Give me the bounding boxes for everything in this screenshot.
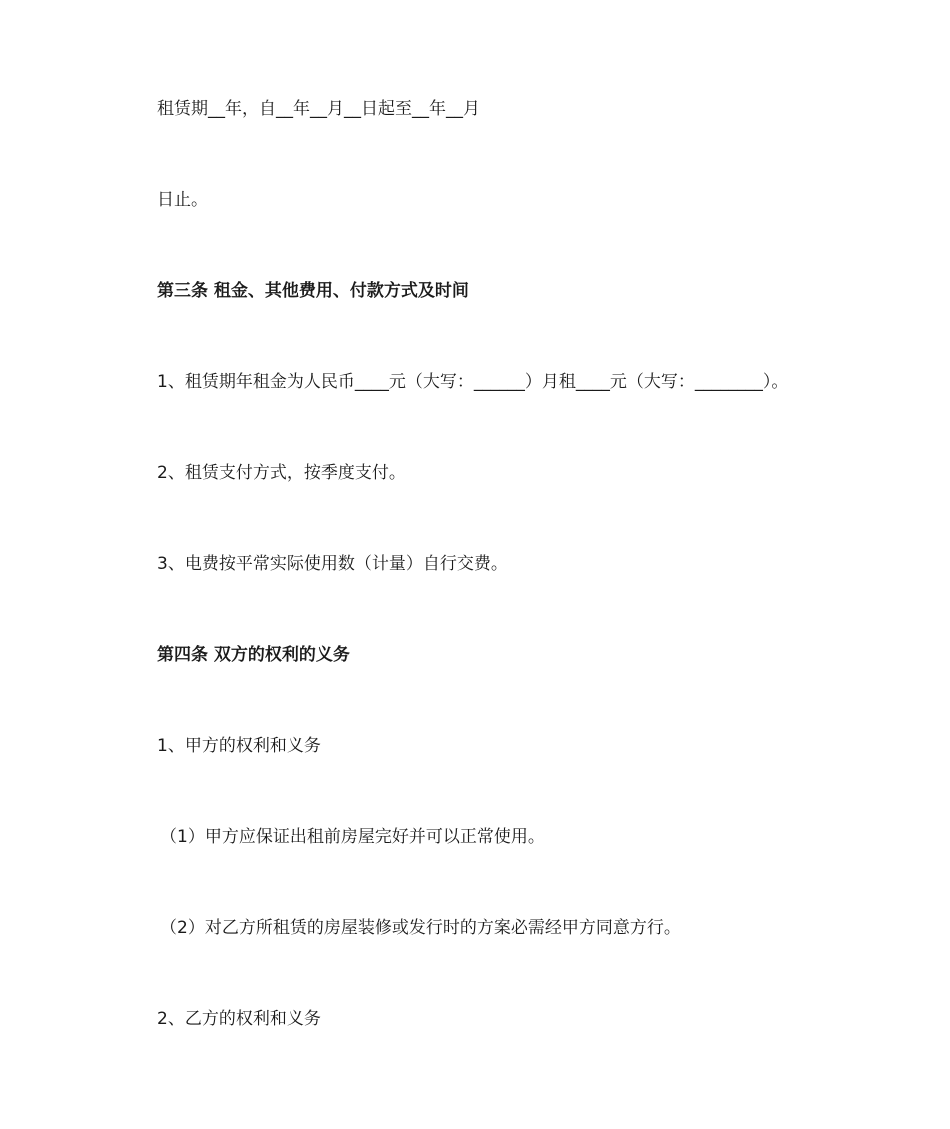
party-a-item-2: （2）对乙方所租赁的房屋装修或发行时的方案必需经甲方同意方行。 — [160, 918, 681, 938]
rent-amount-clause: 1、租赁期年租金为人民币____元（大写：______）月租____元（大写：________）。 — [157, 372, 789, 392]
party-a-rights-heading: 1、甲方的权利和义务 — [157, 736, 321, 756]
lease-term-end-line: 日止。 — [157, 190, 208, 210]
electricity-clause: 3、电费按平常实际使用数（计量）自行交费。 — [157, 554, 508, 574]
article-4-heading: 第四条 双方的权利的义务 — [157, 645, 350, 665]
party-b-rights-heading: 2、乙方的权利和义务 — [157, 1009, 321, 1029]
payment-method-clause: 2、租赁支付方式，按季度支付。 — [157, 463, 406, 483]
party-a-item-1: （1）甲方应保证出租前房屋完好并可以正常使用。 — [160, 827, 545, 847]
lease-term-line: 租赁期__年，自__年__月__日起至__年__月 — [157, 99, 480, 119]
article-3-heading: 第三条 租金、其他费用、付款方式及时间 — [157, 281, 469, 301]
